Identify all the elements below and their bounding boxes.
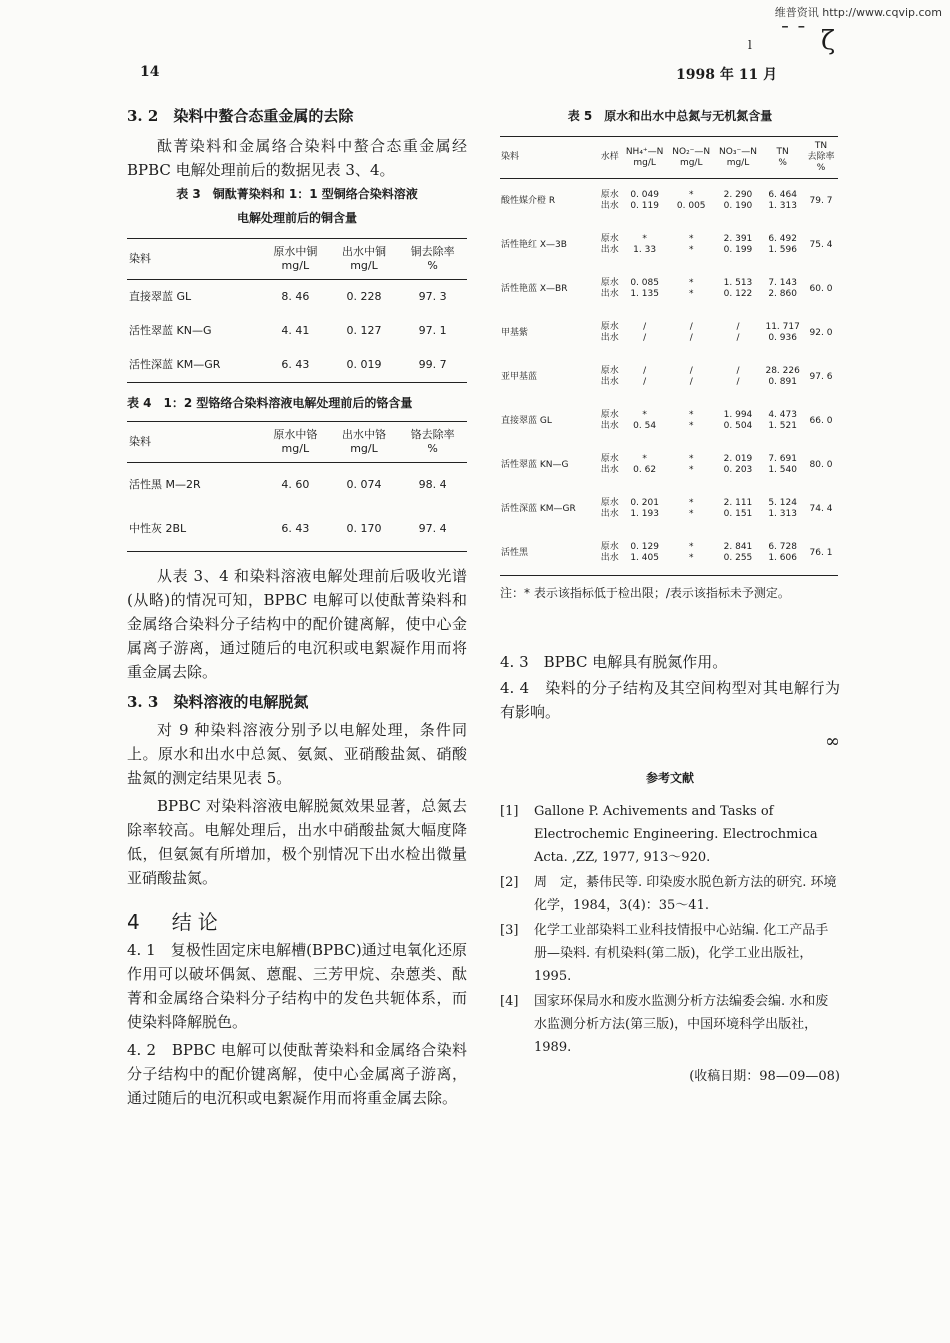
- table-cell: [668, 399, 715, 443]
- cell-value: *: [688, 553, 694, 563]
- cell-value: 0. 122: [723, 289, 753, 299]
- received-date: (收稿日期：98—09—08): [689, 1069, 840, 1084]
- cell-value: /: [689, 333, 693, 343]
- table-cell: 8. 46: [281, 290, 310, 303]
- cell-value: /: [736, 366, 740, 376]
- table-row: [500, 487, 838, 531]
- table-cell: 6. 43: [281, 358, 310, 371]
- cell-value: *: [688, 278, 694, 288]
- cell-value: /: [643, 333, 647, 343]
- table-row: [500, 355, 838, 399]
- table-cell: [668, 223, 715, 267]
- cell-value: 0. 504: [723, 421, 753, 431]
- table5-header-cell: NO₃⁻—N mg/L: [719, 146, 757, 168]
- cell-value: 原水: [600, 498, 619, 508]
- table5-header-cell: TN 去除率 %: [807, 141, 835, 173]
- table-cell: [715, 223, 762, 267]
- conclusion-4-3: 4. 3 BPBC 电解具有脱氮作用。: [500, 653, 728, 671]
- table-cell: [598, 311, 621, 355]
- reference-text: 化学工业部染料工业科技情报中心站编. 化工产品手册—染料. 有机染料(第二版)，化学工业出版社，1995.: [534, 923, 829, 984]
- table-cell: [715, 443, 762, 487]
- cell-value: 0. 005: [676, 201, 706, 211]
- cell-value: 6. 728: [768, 542, 797, 552]
- table-row: [127, 463, 467, 508]
- cell-value: 原水: [600, 234, 619, 244]
- reference-text: Gallone P. Achivements and Tasks of Electrochemic Engineering. Electrochmica Acta. ,ZZ, 1977, 913～920.: [534, 804, 818, 865]
- cell-value: 出水: [600, 553, 619, 563]
- cell-value: 28. 226: [765, 366, 800, 376]
- table5-caption: 表 5 原水和出水中总氮与无机氮含量: [567, 109, 773, 123]
- cell-value: 0. 62: [633, 465, 657, 475]
- cell-value: 2. 391: [723, 234, 753, 244]
- table-cell: [761, 223, 804, 267]
- reference-item: [500, 919, 840, 988]
- cell-value: /: [689, 366, 693, 376]
- table-cell: [668, 267, 715, 311]
- cell-value: *: [688, 509, 694, 519]
- scan-mark-b: ζ: [821, 26, 836, 56]
- table-cell: 活性黑: [501, 547, 529, 558]
- cell-value: 0. 201: [630, 498, 659, 508]
- table-cell: [761, 531, 804, 576]
- table-cell: 98. 4: [418, 478, 447, 491]
- reference-number: [4]: [500, 994, 519, 1009]
- table-cell: [668, 487, 715, 531]
- table-cell: 直接翠蓝 GL: [129, 290, 192, 303]
- table5-header-cell: 染料: [501, 152, 520, 162]
- table-cell: 66. 0: [809, 415, 833, 426]
- table-cell: 亚甲基蓝: [501, 371, 538, 382]
- table-cell: 4. 60: [281, 478, 310, 491]
- cell-value: /: [643, 322, 647, 332]
- table3-header-cell: 出水中铜 mg/L: [341, 245, 386, 272]
- cell-value: *: [688, 234, 694, 244]
- table-cell: [715, 267, 762, 311]
- table-cell: [621, 355, 667, 399]
- table-row: [127, 280, 467, 315]
- cell-value: 出水: [600, 465, 619, 475]
- table-row: [500, 399, 838, 443]
- cell-value: *: [688, 542, 694, 552]
- table-cell: 6. 43: [281, 522, 310, 535]
- issue-date: 1998 年 11 月: [676, 67, 778, 83]
- cell-value: 1. 521: [768, 421, 797, 431]
- table-cell: [621, 531, 667, 576]
- table5-header-cell: NH₄⁺—N mg/L: [625, 146, 664, 168]
- table-cell: 97. 1: [418, 324, 447, 337]
- table-cell: [715, 399, 762, 443]
- cell-value: *: [642, 454, 647, 464]
- table-cell: [761, 267, 804, 311]
- cell-value: 0. 049: [630, 190, 659, 200]
- table-cell: 活性深蓝 KM—GR: [129, 358, 221, 371]
- table-cell: 活性黑 M—2R: [129, 478, 201, 491]
- table3-caption-line2: 电解处理前后的铜含量: [236, 211, 357, 225]
- table-cell: 60. 0: [809, 283, 833, 294]
- section-3-3-paragraph-1: 对 9 种染料溶液分别予以电解处理，条件同上。原水和出水中总氮、氨氮、亚硝酸盐氮、硝酸盐氮的测定结果见表 5。: [127, 721, 467, 787]
- table-cell: [715, 487, 762, 531]
- conclusion-4-4: 4. 4 染料的分子结构及其空间构型对其电解行为有影响。: [500, 679, 840, 721]
- cell-value: 1. 513: [723, 278, 753, 288]
- table-cell: [668, 443, 715, 487]
- table-cell: [598, 267, 621, 311]
- table-cell: 97. 3: [418, 290, 447, 303]
- cell-value: /: [736, 333, 740, 343]
- reference-number: [2]: [500, 875, 519, 890]
- table-cell: [668, 311, 715, 355]
- references-list: [500, 800, 840, 1059]
- cell-value: 原水: [600, 278, 619, 288]
- reference-number: [1]: [500, 804, 519, 819]
- cell-value: 出水: [600, 421, 619, 431]
- section-3-2-paragraph: 酞菁染料和金属络合染料中螯合态重金属经 BPBC 电解处理前后的数据见表 3、4。: [127, 137, 467, 179]
- cell-value: 1. 135: [630, 289, 659, 299]
- reference-text: 国家环保局水和废水监测分析方法编委会编. 水和废水监测分析方法(第三版)，中国环境科学出版社，1989.: [534, 994, 829, 1055]
- table5-note: 注：* 表示该指标低于检出限；/表示该指标未予测定。: [500, 586, 790, 600]
- cell-value: 2. 019: [723, 454, 753, 464]
- table-cell: [761, 443, 804, 487]
- cell-value: 6. 464: [768, 190, 797, 200]
- table5-header-row: [500, 137, 838, 179]
- table-cell: 74. 4: [809, 503, 833, 514]
- cell-value: 11. 717: [765, 322, 800, 332]
- table-cell: [761, 179, 804, 224]
- cell-value: 出水: [600, 289, 619, 299]
- table-cell: 76. 1: [809, 547, 833, 558]
- table-cell: [598, 443, 621, 487]
- cell-value: 1. 405: [630, 553, 659, 563]
- section-3-3-heading: 3. 3 染料溶液的电解脱氮: [127, 693, 309, 711]
- cell-value: 1. 313: [768, 201, 797, 211]
- table-cell: [715, 311, 762, 355]
- table-cell: 活性翠蓝 KN—G: [129, 324, 212, 337]
- cell-value: 原水: [600, 366, 619, 376]
- table-cell: 0. 170: [346, 522, 382, 535]
- table-row: [500, 223, 838, 267]
- table-row: [500, 267, 838, 311]
- table4-caption: 表 4 1：2 型铬络合染料溶液电解处理前后的铬含量: [127, 396, 413, 410]
- table4-header-cell: 铬去除率 %: [410, 428, 455, 455]
- table-cell: [715, 531, 762, 576]
- table-cell: 甲基紫: [501, 327, 529, 338]
- cell-value: 1. 193: [630, 509, 659, 519]
- table3-header-row: [127, 239, 467, 280]
- section-3-2-heading: 3. 2 染料中螯合态重金属的去除: [127, 107, 354, 125]
- cell-value: 2. 860: [768, 289, 797, 299]
- watermark: 维普资讯 http://www.cqvip.com: [774, 6, 942, 19]
- table-cell: 0. 228: [346, 290, 382, 303]
- cell-value: *: [688, 245, 694, 255]
- table-row: [500, 443, 838, 487]
- cell-value: 2. 290: [723, 190, 753, 200]
- table-cell: [668, 531, 715, 576]
- table3-caption-line1: 表 3 铜酞菁染料和 1：1 型铜络合染料溶液: [176, 187, 418, 201]
- cell-value: *: [688, 289, 694, 299]
- table-cell: [761, 355, 804, 399]
- cell-value: /: [643, 366, 647, 376]
- cell-value: 出水: [600, 377, 619, 387]
- conclusion-4-1: 4. 1 复极性固定床电解槽(BPBC)通过电氧化还原作用可以破坏偶氮、蒽醌、三芳甲烷、杂蒽类、酞菁和金属络合染料分子结构中的发色共轭体系，而使染料降解脱色。: [127, 941, 467, 1031]
- scan-mark-a: ˉ ˉ: [780, 22, 807, 46]
- table-cell: [598, 355, 621, 399]
- table3-header-cell: 染料: [129, 252, 151, 265]
- table-cell: [621, 267, 667, 311]
- table4-header-cell: 出水中铬 mg/L: [341, 428, 386, 455]
- table-cell: 97. 4: [418, 522, 447, 535]
- cell-value: 1. 33: [633, 245, 657, 255]
- table-cell: [761, 487, 804, 531]
- cell-value: 2. 111: [723, 498, 753, 508]
- right-column: [500, 104, 840, 1089]
- cell-value: 0. 119: [630, 201, 659, 211]
- table3: [127, 238, 467, 383]
- cell-value: 出水: [600, 509, 619, 519]
- cell-value: 7. 691: [768, 454, 797, 464]
- cell-value: 0. 199: [723, 245, 753, 255]
- table-cell: [621, 443, 667, 487]
- cell-value: *: [688, 454, 694, 464]
- cell-value: 1. 313: [768, 509, 797, 519]
- cell-value: /: [736, 322, 740, 332]
- table-cell: [598, 487, 621, 531]
- cell-value: *: [642, 410, 647, 420]
- table-row: [127, 507, 467, 552]
- cell-value: 原水: [600, 190, 619, 200]
- cell-value: 0. 255: [723, 553, 753, 563]
- cell-value: 0. 085: [630, 278, 659, 288]
- cell-value: *: [688, 190, 694, 200]
- cell-value: *: [688, 498, 694, 508]
- cell-value: 出水: [600, 333, 619, 343]
- table-cell: 97. 6: [809, 371, 833, 382]
- cell-value: /: [689, 322, 693, 332]
- cell-value: 0. 891: [768, 377, 797, 387]
- table5-header-cell: TN %: [776, 146, 789, 168]
- cell-value: 0. 151: [723, 509, 753, 519]
- cell-value: 0. 190: [723, 201, 753, 211]
- cell-value: /: [643, 377, 647, 387]
- reference-item: [500, 990, 840, 1059]
- table-cell: 92. 0: [809, 327, 833, 338]
- table4-header-row: [127, 422, 467, 463]
- table3-header-cell: 铜去除率 %: [410, 245, 455, 272]
- table-cell: [621, 223, 667, 267]
- reference-item: [500, 871, 840, 917]
- cell-value: 0. 129: [630, 542, 659, 552]
- cell-value: 0. 203: [723, 465, 753, 475]
- reference-text: 周 定，綦伟民等. 印染废水脱色新方法的研究. 环境化学，1984，3(4)：35～41.: [534, 875, 837, 913]
- table-cell: [598, 399, 621, 443]
- cell-value: 1. 994: [723, 410, 753, 420]
- table-cell: [598, 223, 621, 267]
- table-cell: [621, 311, 667, 355]
- left-column: [127, 104, 467, 1110]
- table-cell: [598, 179, 621, 224]
- cell-value: 出水: [600, 201, 619, 211]
- table-cell: 75. 4: [809, 239, 833, 250]
- table-cell: 活性艳红 X—3B: [501, 239, 567, 250]
- cell-value: 0. 54: [633, 421, 657, 431]
- scan-mark-c: l: [748, 38, 752, 52]
- table-cell: 79. 7: [809, 195, 833, 206]
- table5-header-cell: NO₂⁻—N mg/L: [672, 146, 711, 168]
- cell-value: *: [688, 465, 694, 475]
- table-cell: 80. 0: [809, 459, 833, 470]
- analysis-paragraph: 从表 3、4 和染料溶液电解处理前后吸收光谱(从略)的情况可知，BPBC 电解可以使酞菁染料和金属络合染料分子结构中的配价键离解，使中心金属离子游离，通过随后的电沉积或电絮凝作用而将重金属去除。: [127, 567, 467, 681]
- table4: [127, 421, 467, 552]
- table-cell: 活性深蓝 KM—GR: [501, 503, 576, 514]
- table-cell: [761, 311, 804, 355]
- cell-value: *: [642, 234, 647, 244]
- section-3-3-paragraph-2: BPBC 对染料溶液电解脱氮效果显著，总氮去除率较高。电解处理后，出水中硝酸盐氮大幅度降低，但氨氮有所增加，极个别情况下出水检出微量亚硝酸盐氮。: [127, 797, 467, 887]
- table-cell: [715, 355, 762, 399]
- table-cell: [668, 355, 715, 399]
- table-cell: 酸性媒介橙 R: [501, 195, 556, 206]
- table-cell: 活性艳蓝 X—BR: [501, 283, 568, 294]
- table-row: [127, 348, 467, 383]
- table4-header-cell: 原水中铬 mg/L: [273, 428, 318, 455]
- table-cell: [668, 179, 715, 224]
- table-row: [127, 314, 467, 348]
- cell-value: *: [688, 421, 694, 431]
- cell-value: 2. 841: [723, 542, 753, 552]
- cell-value: 出水: [600, 245, 619, 255]
- references-title: 参考文献: [645, 771, 694, 785]
- cell-value: 4. 473: [768, 410, 797, 420]
- table-cell: [621, 399, 667, 443]
- table-row: [500, 311, 838, 355]
- table5-header-cell: 水样: [600, 152, 619, 162]
- end-mark: ∞: [825, 731, 840, 752]
- cell-value: /: [689, 377, 693, 387]
- table-cell: 中性灰 2BL: [129, 522, 187, 535]
- table-cell: [621, 487, 667, 531]
- table4-header-cell: 染料: [129, 435, 151, 448]
- table-cell: [598, 531, 621, 576]
- cell-value: 原水: [600, 410, 619, 420]
- table5: [500, 136, 838, 576]
- table-cell: 0. 019: [346, 358, 382, 371]
- table-row: [500, 179, 838, 224]
- page-number: 14: [140, 64, 160, 80]
- reference-item: [500, 800, 840, 869]
- cell-value: 1. 596: [768, 245, 797, 255]
- cell-value: 6. 492: [768, 234, 797, 244]
- table-cell: 0. 074: [346, 478, 382, 491]
- cell-value: *: [688, 410, 694, 420]
- table-row: [500, 531, 838, 576]
- cell-value: 原水: [600, 542, 619, 552]
- section-4-heading: 4 结论: [127, 910, 224, 934]
- table-cell: [621, 179, 667, 224]
- table-cell: 直接翠蓝 GL: [501, 415, 552, 426]
- cell-value: 7. 143: [768, 278, 797, 288]
- cell-value: 原水: [600, 322, 619, 332]
- cell-value: 1. 540: [768, 465, 797, 475]
- cell-value: /: [736, 377, 740, 387]
- cell-value: 原水: [600, 454, 619, 464]
- table3-header-cell: 原水中铜 mg/L: [273, 245, 318, 272]
- conclusion-4-2: 4. 2 BPBC 电解可以使酞菁染料和金属络合染料分子结构中的配价键离解，使中心金属离子游离，通过随后的电沉积或电絮凝作用而将重金属去除。: [127, 1041, 467, 1107]
- table-cell: 0. 127: [346, 324, 382, 337]
- table-cell: [715, 179, 762, 224]
- cell-value: 1. 606: [768, 553, 797, 563]
- table-cell: 4. 41: [281, 324, 310, 337]
- cell-value: 5. 124: [768, 498, 797, 508]
- cell-value: 0. 936: [768, 333, 797, 343]
- table-cell: 99. 7: [418, 358, 447, 371]
- reference-number: [3]: [500, 923, 519, 938]
- table-cell: 活性翠蓝 KN—G: [501, 459, 569, 470]
- table-cell: [761, 399, 804, 443]
